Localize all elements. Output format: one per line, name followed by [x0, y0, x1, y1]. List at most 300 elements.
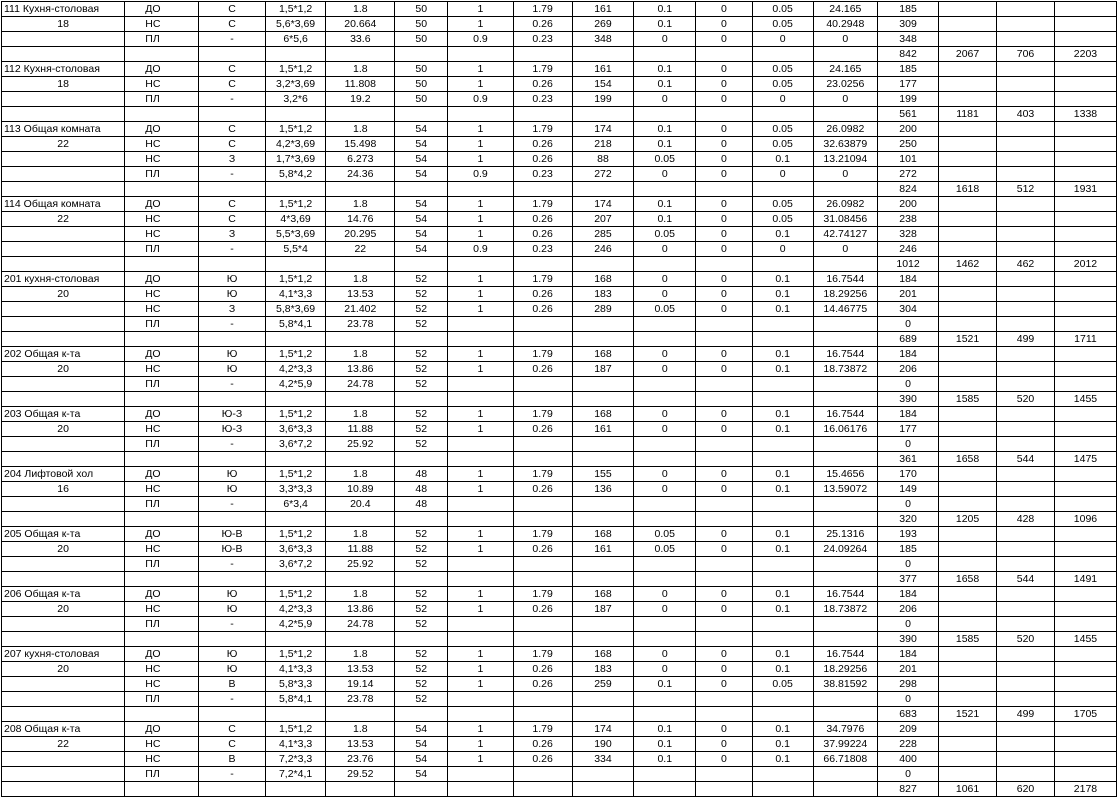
table-cell	[939, 737, 997, 752]
table-cell	[513, 632, 572, 647]
table-cell: 54	[395, 752, 448, 767]
table-cell: 5,8*3,3	[265, 677, 325, 692]
table-cell	[199, 47, 266, 62]
table-cell	[1054, 32, 1116, 47]
table-cell	[2, 392, 125, 407]
table-cell: С	[199, 122, 266, 137]
table-cell: 3,3*3,3	[265, 482, 325, 497]
table-cell: 11.808	[326, 77, 395, 92]
table-cell: ДО	[125, 527, 199, 542]
table-cell: 0	[696, 197, 753, 212]
table-cell: 18	[2, 77, 125, 92]
table-cell	[939, 317, 997, 332]
table-cell: 22	[2, 737, 125, 752]
table-cell	[1054, 482, 1116, 497]
table-cell: 0.26	[513, 287, 572, 302]
table-cell	[448, 392, 514, 407]
table-cell: 177	[878, 77, 939, 92]
table-cell: 168	[572, 527, 634, 542]
table-cell	[199, 782, 266, 797]
table-cell	[1054, 647, 1116, 662]
table-cell	[997, 152, 1055, 167]
table-cell: 0.26	[513, 602, 572, 617]
table-cell: 0.1	[634, 737, 696, 752]
table-cell	[752, 617, 813, 632]
table-cell: НС	[125, 137, 199, 152]
table-cell: 0	[696, 542, 753, 557]
table-cell	[572, 392, 634, 407]
table-cell	[752, 782, 813, 797]
table-cell: 1,5*1,2	[265, 122, 325, 137]
table-cell: 0.05	[752, 17, 813, 32]
table-cell: 20.295	[326, 227, 395, 242]
table-cell	[199, 392, 266, 407]
table-cell	[997, 122, 1055, 137]
table-cell	[634, 392, 696, 407]
table-cell: 201	[878, 662, 939, 677]
table-cell	[513, 557, 572, 572]
table-cell: 0	[696, 362, 753, 377]
table-cell	[1054, 212, 1116, 227]
table-cell: 113 Общая комната	[2, 122, 125, 137]
table-cell	[572, 767, 634, 782]
table-cell	[265, 392, 325, 407]
table-cell: 0	[813, 32, 878, 47]
table-cell: 0.23	[513, 92, 572, 107]
table-cell: 204 Лифтовой хол	[2, 467, 125, 482]
table-cell	[696, 182, 753, 197]
table-cell	[125, 572, 199, 587]
table-cell: 205 Общая к-та	[2, 527, 125, 542]
table-cell: НС	[125, 737, 199, 752]
table-cell: 0	[752, 242, 813, 257]
table-cell: 161	[572, 542, 634, 557]
table-cell: 0.23	[513, 32, 572, 47]
table-cell: 1.79	[513, 467, 572, 482]
table-cell: 54	[395, 167, 448, 182]
table-cell: 1	[448, 17, 514, 32]
table-row	[2, 257, 1117, 272]
table-cell: 842	[878, 47, 939, 62]
table-cell: 168	[572, 407, 634, 422]
table-cell	[513, 47, 572, 62]
table-row	[2, 482, 1117, 497]
table-cell: 0	[696, 167, 753, 182]
table-cell	[199, 632, 266, 647]
table-cell: 0.05	[634, 227, 696, 242]
table-cell	[125, 107, 199, 122]
table-cell: Ю	[199, 347, 266, 362]
table-cell: 1658	[939, 572, 997, 587]
table-cell: 0	[696, 152, 753, 167]
table-row	[2, 587, 1117, 602]
table-cell	[572, 257, 634, 272]
table-cell: 1	[448, 542, 514, 557]
table-cell: 827	[878, 782, 939, 797]
table-cell	[1054, 422, 1116, 437]
table-cell: 1462	[939, 257, 997, 272]
table-cell: 0.26	[513, 737, 572, 752]
table-row	[2, 152, 1117, 167]
table-cell: 0	[696, 422, 753, 437]
table-cell: 0	[634, 647, 696, 662]
table-cell	[939, 422, 997, 437]
table-cell	[696, 437, 753, 452]
table-cell	[696, 452, 753, 467]
table-cell	[2, 572, 125, 587]
table-cell: 50	[395, 17, 448, 32]
table-cell: 361	[878, 452, 939, 467]
table-row	[2, 422, 1117, 437]
table-cell	[752, 437, 813, 452]
table-cell: 0.05	[634, 302, 696, 317]
table-cell	[813, 782, 878, 797]
table-cell	[326, 332, 395, 347]
table-cell: 1181	[939, 107, 997, 122]
table-cell: 0.1	[752, 662, 813, 677]
table-cell	[939, 602, 997, 617]
table-cell: 24.78	[326, 377, 395, 392]
table-cell: 0.05	[752, 137, 813, 152]
table-cell: 1096	[1054, 512, 1116, 527]
table-cell	[265, 257, 325, 272]
table-cell	[572, 782, 634, 797]
table-cell: 348	[878, 32, 939, 47]
table-row	[2, 302, 1117, 317]
table-cell: 1711	[1054, 332, 1116, 347]
table-cell	[997, 692, 1055, 707]
table-cell: 0	[634, 272, 696, 287]
table-cell: 0.05	[752, 677, 813, 692]
table-cell	[513, 257, 572, 272]
table-cell: Ю	[199, 287, 266, 302]
table-cell	[634, 332, 696, 347]
table-cell	[939, 377, 997, 392]
table-row	[2, 182, 1117, 197]
table-cell: 20.4	[326, 497, 395, 512]
table-cell	[513, 782, 572, 797]
table-row	[2, 32, 1117, 47]
table-cell: 170	[878, 467, 939, 482]
table-cell: 1	[448, 407, 514, 422]
table-row	[2, 617, 1117, 632]
table-cell	[939, 437, 997, 452]
table-cell: 0.1	[634, 197, 696, 212]
table-cell: 1205	[939, 512, 997, 527]
table-cell	[2, 302, 125, 317]
table-cell	[813, 632, 878, 647]
table-cell	[696, 767, 753, 782]
table-cell: 187	[572, 602, 634, 617]
table-cell	[997, 497, 1055, 512]
table-row	[2, 752, 1117, 767]
table-cell: 40.2948	[813, 17, 878, 32]
table-cell: 377	[878, 572, 939, 587]
table-cell	[997, 722, 1055, 737]
table-cell: 168	[572, 272, 634, 287]
table-cell	[572, 707, 634, 722]
table-cell: 26.0982	[813, 122, 878, 137]
table-cell: 23.78	[326, 692, 395, 707]
table-cell	[997, 422, 1055, 437]
table-cell	[265, 332, 325, 347]
table-cell	[2, 92, 125, 107]
table-cell	[513, 182, 572, 197]
table-cell	[513, 392, 572, 407]
table-cell: 4*3,69	[265, 212, 325, 227]
table-cell: 16.7544	[813, 407, 878, 422]
table-row	[2, 212, 1117, 227]
table-cell	[813, 332, 878, 347]
table-cell: 52	[395, 662, 448, 677]
table-cell: 3,6*7,2	[265, 557, 325, 572]
table-cell: 185	[878, 2, 939, 17]
table-cell	[813, 767, 878, 782]
table-cell: 50	[395, 2, 448, 17]
table-cell	[448, 437, 514, 452]
table-cell: 25.92	[326, 437, 395, 452]
table-cell: 0.1	[634, 677, 696, 692]
table-cell: 0.26	[513, 77, 572, 92]
table-cell: ПЛ	[125, 497, 199, 512]
table-row	[2, 572, 1117, 587]
table-cell: 50	[395, 77, 448, 92]
table-cell	[326, 707, 395, 722]
table-cell	[265, 107, 325, 122]
table-cell	[997, 137, 1055, 152]
table-cell	[199, 257, 266, 272]
table-cell: 24.165	[813, 62, 878, 77]
table-cell	[448, 497, 514, 512]
table-cell: 20	[2, 422, 125, 437]
table-cell: 4,1*3,3	[265, 287, 325, 302]
table-cell: 0	[696, 722, 753, 737]
table-cell	[813, 572, 878, 587]
table-cell: 0.9	[448, 167, 514, 182]
table-row	[2, 557, 1117, 572]
table-cell	[939, 62, 997, 77]
table-cell: 0.1	[752, 602, 813, 617]
table-cell: 0.1	[752, 752, 813, 767]
table-cell: ДО	[125, 62, 199, 77]
table-cell: 0.05	[752, 77, 813, 92]
table-cell: -	[199, 167, 266, 182]
table-cell	[199, 707, 266, 722]
table-cell	[752, 392, 813, 407]
table-cell: 218	[572, 137, 634, 152]
table-cell	[1054, 347, 1116, 362]
table-cell: 54	[395, 212, 448, 227]
table-cell	[572, 632, 634, 647]
table-cell: НС	[125, 227, 199, 242]
table-cell: 403	[997, 107, 1055, 122]
table-cell: 1,5*1,2	[265, 2, 325, 17]
table-cell	[696, 692, 753, 707]
table-cell	[634, 452, 696, 467]
table-cell	[2, 452, 125, 467]
table-cell: 0.1	[752, 422, 813, 437]
table-cell: 1.79	[513, 347, 572, 362]
table-cell: 48	[395, 482, 448, 497]
table-cell: 1585	[939, 632, 997, 647]
table-cell: 52	[395, 287, 448, 302]
table-cell: 206	[878, 362, 939, 377]
table-cell: Ю	[199, 587, 266, 602]
table-cell	[2, 167, 125, 182]
table-cell: ПЛ	[125, 767, 199, 782]
table-cell: 1.79	[513, 197, 572, 212]
table-cell	[696, 47, 753, 62]
table-cell: 54	[395, 242, 448, 257]
table-row	[2, 782, 1117, 797]
table-cell	[939, 662, 997, 677]
table-row	[2, 77, 1117, 92]
table-cell	[752, 572, 813, 587]
table-cell	[813, 692, 878, 707]
table-cell: 246	[572, 242, 634, 257]
table-cell	[939, 647, 997, 662]
table-row	[2, 242, 1117, 257]
table-cell: 1	[448, 647, 514, 662]
table-cell	[513, 437, 572, 452]
table-cell	[125, 257, 199, 272]
table-cell: 0	[878, 767, 939, 782]
table-cell	[448, 632, 514, 647]
table-cell: 0.26	[513, 542, 572, 557]
table-cell	[395, 182, 448, 197]
table-cell: 207	[572, 212, 634, 227]
table-cell: 203 Общая к-та	[2, 407, 125, 422]
table-cell: 1455	[1054, 392, 1116, 407]
table-cell: 112 Кухня-столовая	[2, 62, 125, 77]
table-cell: 101	[878, 152, 939, 167]
table-cell	[939, 152, 997, 167]
table-cell	[2, 152, 125, 167]
table-cell: -	[199, 692, 266, 707]
table-cell	[395, 332, 448, 347]
table-cell: 52	[395, 317, 448, 332]
table-cell: 544	[997, 572, 1055, 587]
table-cell: 19.2	[326, 92, 395, 107]
table-cell: НС	[125, 302, 199, 317]
table-cell	[1054, 227, 1116, 242]
table-cell: 1521	[939, 332, 997, 347]
table-cell: 4,2*3,69	[265, 137, 325, 152]
table-cell	[997, 347, 1055, 362]
table-cell	[696, 557, 753, 572]
table-cell: 334	[572, 752, 634, 767]
table-cell	[513, 497, 572, 512]
table-cell	[997, 17, 1055, 32]
table-cell	[1054, 542, 1116, 557]
table-cell: 0	[813, 242, 878, 257]
table-cell: 38.81592	[813, 677, 878, 692]
table-cell: 0.05	[634, 527, 696, 542]
table-cell: 149	[878, 482, 939, 497]
table-cell: ДО	[125, 197, 199, 212]
table-cell: 177	[878, 422, 939, 437]
table-cell: 1,5*1,2	[265, 407, 325, 422]
table-cell	[125, 332, 199, 347]
table-cell	[265, 182, 325, 197]
table-row	[2, 107, 1117, 122]
table-cell: 0.1	[634, 77, 696, 92]
table-cell: 1,5*1,2	[265, 722, 325, 737]
table-cell: ДО	[125, 647, 199, 662]
table-cell	[572, 452, 634, 467]
table-cell: 1.8	[326, 62, 395, 77]
table-cell	[326, 107, 395, 122]
table-cell: 88	[572, 152, 634, 167]
table-cell	[326, 512, 395, 527]
table-cell: 14.46775	[813, 302, 878, 317]
table-cell: 1	[448, 677, 514, 692]
table-cell: З	[199, 152, 266, 167]
table-cell	[696, 332, 753, 347]
table-cell: 0.1	[752, 407, 813, 422]
table-cell: 1	[448, 422, 514, 437]
table-cell	[752, 767, 813, 782]
table-cell: 1.8	[326, 407, 395, 422]
table-cell: 52	[395, 347, 448, 362]
table-cell	[395, 512, 448, 527]
table-cell: Ю	[199, 647, 266, 662]
table-cell: 0	[634, 602, 696, 617]
table-cell	[634, 782, 696, 797]
table-cell: 0.1	[634, 212, 696, 227]
table-cell: 22	[2, 212, 125, 227]
table-cell	[448, 692, 514, 707]
table-cell	[752, 317, 813, 332]
table-cell	[513, 512, 572, 527]
table-cell	[572, 107, 634, 122]
table-cell: 11.88	[326, 422, 395, 437]
table-row	[2, 467, 1117, 482]
table-cell: 1.8	[326, 647, 395, 662]
table-cell: С	[199, 197, 266, 212]
table-cell	[513, 377, 572, 392]
table-cell: 1455	[1054, 632, 1116, 647]
table-cell	[448, 332, 514, 347]
table-cell: 0.26	[513, 677, 572, 692]
table-cell	[997, 752, 1055, 767]
table-cell: 5,8*4,2	[265, 167, 325, 182]
table-cell	[513, 617, 572, 632]
table-cell: 0	[696, 77, 753, 92]
table-cell: 184	[878, 407, 939, 422]
table-row	[2, 362, 1117, 377]
table-cell: 1	[448, 287, 514, 302]
table-cell	[939, 587, 997, 602]
table-cell	[696, 392, 753, 407]
table-cell: С	[199, 17, 266, 32]
table-cell: 1931	[1054, 182, 1116, 197]
table-cell: 13.53	[326, 737, 395, 752]
table-cell: 16.7544	[813, 347, 878, 362]
table-cell: 13.86	[326, 602, 395, 617]
table-cell: Ю	[199, 467, 266, 482]
table-cell: 0.26	[513, 152, 572, 167]
table-cell: ДО	[125, 272, 199, 287]
table-cell	[939, 242, 997, 257]
table-cell: 328	[878, 227, 939, 242]
table-cell: 174	[572, 197, 634, 212]
table-cell: 52	[395, 377, 448, 392]
table-cell	[696, 617, 753, 632]
table-cell: 1.79	[513, 272, 572, 287]
table-cell: 52	[395, 602, 448, 617]
table-row	[2, 392, 1117, 407]
